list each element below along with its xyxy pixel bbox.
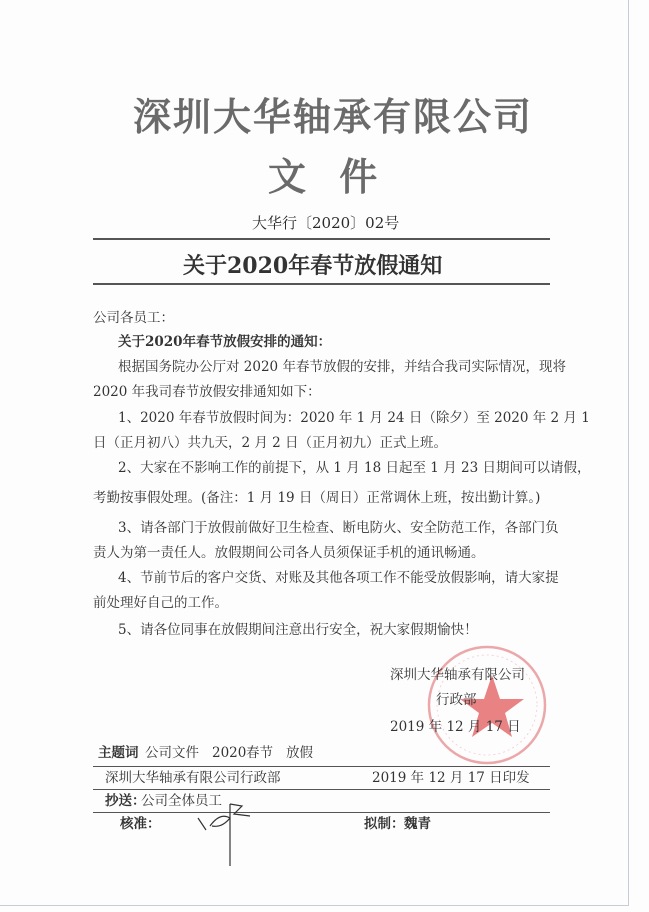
approve-label: 核准： xyxy=(120,816,161,832)
page-edge-right xyxy=(628,0,629,906)
signature-date: 2019 年 12 月 17 日 xyxy=(390,719,521,735)
body-line: 2020 年我司春节放假安排通知如下： xyxy=(93,384,321,400)
body-line: 2、大家在不影响工作的前提下，从 1 月 18 日起至 1 月 23 日期间可以请假， xyxy=(118,460,591,476)
handwritten-signature xyxy=(190,800,260,870)
notice-subject: 关于2020年春节放假安排的通知： xyxy=(118,334,332,350)
body-line: 责人为第一责任人。放假期间公司各人员须保证手机的通讯畅通。 xyxy=(93,545,485,561)
company-header: 深圳大华轴承有限公司 xyxy=(133,94,534,139)
issuer: 深圳大华轴承有限公司行政部 xyxy=(105,770,281,786)
body-line: 5、请各位同事在放假期间注意出行安全，祝大家假期愉快！ xyxy=(118,622,478,638)
keywords-label: 主题词 xyxy=(98,745,139,761)
body-line: 根据国务院办公厅对 2020 年春节放假的安排，并结合我司实际情况，现将 xyxy=(118,359,566,375)
cc-label: 抄送： xyxy=(105,793,146,809)
page-edge-bottom xyxy=(0,905,629,906)
divider xyxy=(93,789,550,790)
keyword: 春节 xyxy=(246,745,273,761)
keyword: 公司文件 xyxy=(145,745,199,761)
notice-title: 关于2020年春节放假通知 xyxy=(183,253,443,279)
signature-department: 行政部 xyxy=(436,692,477,708)
drafter-name: 魏青 xyxy=(404,816,431,832)
divider xyxy=(93,283,550,285)
keyword: 放假 xyxy=(286,745,313,761)
cc-recipients: 公司全体员工 xyxy=(141,793,222,809)
divider xyxy=(93,766,550,767)
body-line: 3、请各部门于放假前做好卫生检查、断电防火、安全防范工作，各部门负 xyxy=(118,520,559,536)
divider xyxy=(93,238,550,240)
drafter-label: 拟制： xyxy=(364,816,405,832)
signature-company: 深圳大华轴承有限公司 xyxy=(390,667,525,683)
body-line: 考勤按事假处理。(备注：1 月 19 日（周日）正常调休上班，按出勤计算。) xyxy=(93,490,541,506)
issue-date: 2019 年 12 月 17 日印发 xyxy=(372,770,530,786)
salutation: 公司各员工： xyxy=(93,310,174,326)
keyword: 2020 xyxy=(212,745,247,761)
document-type: 文 件 xyxy=(268,154,388,199)
document-number: 大华行〔2020〕02号 xyxy=(252,214,400,232)
body-line: 日（正月初八）共九天，2 月 2 日（正月初九）正式上班。 xyxy=(93,435,448,451)
body-line: 4、节前节后的客户交货、对账及其他各项工作不能受放假影响，请大家提 xyxy=(118,570,559,586)
body-line: 前处理好自己的工作。 xyxy=(93,595,228,611)
divider xyxy=(93,812,550,813)
body-line: 1、2020 年春节放假时间为：2020 年 1 月 24 日（除夕）至 2020 年 2 月 1 xyxy=(118,410,590,426)
